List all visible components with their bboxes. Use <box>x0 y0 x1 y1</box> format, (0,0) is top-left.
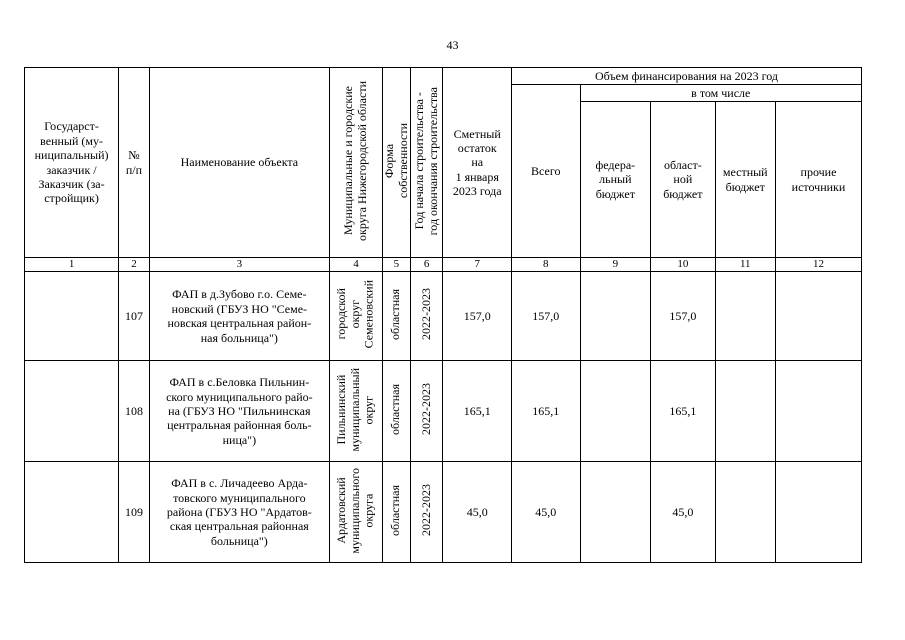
header-district <box>329 68 382 258</box>
column-number: 12 <box>775 258 861 272</box>
row-local <box>715 272 775 361</box>
header-other: прочие источники <box>775 102 861 258</box>
row-federal <box>580 272 651 361</box>
row-total: 165,1 <box>511 361 580 462</box>
column-number: 4 <box>329 258 382 272</box>
header-customer: Государст- венный (му- ниципальный) заказчик / Заказчик (за- стройщик) <box>25 68 119 258</box>
row-ownership-text: областная <box>388 485 403 536</box>
row-district-text: городской округ Семеновский <box>334 280 376 349</box>
column-number: 5 <box>383 258 411 272</box>
table-row <box>25 272 862 361</box>
row-ownership <box>383 462 411 563</box>
table-row <box>25 462 862 563</box>
row-district <box>329 272 382 361</box>
row-federal <box>580 361 651 462</box>
row-years <box>410 361 443 462</box>
row-district-text: Ардатовский муниципального округа <box>334 467 376 554</box>
row-estimate: 157,0 <box>443 272 512 361</box>
row-years-text: 2022-2023 <box>418 383 433 436</box>
row-other <box>775 361 861 462</box>
row-local <box>715 462 775 563</box>
row-other <box>775 272 861 361</box>
table-row <box>25 361 862 462</box>
financing-table <box>24 67 862 563</box>
row-regional: 165,1 <box>651 361 715 462</box>
row-regional: 157,0 <box>651 272 715 361</box>
header-ownership <box>383 68 411 258</box>
row-num: 107 <box>119 272 150 361</box>
header-local: местный бюджет <box>715 102 775 258</box>
row-years-text: 2022-2023 <box>418 288 433 341</box>
column-number: 2 <box>119 258 150 272</box>
column-number: 10 <box>651 258 715 272</box>
row-object-name: ФАП в с. Личадеево Арда- товского муниципального района (ГБУЗ НО "Ардатов- ская центральная районная больница") <box>149 462 329 563</box>
row-estimate: 45,0 <box>443 462 512 563</box>
header-years <box>410 68 443 258</box>
row-object-name: ФАП в с.Беловка Пильнин- ского муниципального райо- на (ГБУЗ НО "Пильнинская центральная районная боль- ница") <box>149 361 329 462</box>
header-federal: федера- льный бюджет <box>580 102 651 258</box>
header-district-text: Муниципальные и городские округа Нижегородской области <box>341 80 369 241</box>
header-financing-2023: Объем финансирования на 2023 год <box>511 68 861 85</box>
row-district-text: Пильнинский муниципальный округ <box>334 367 376 452</box>
page-number: 43 <box>446 38 459 52</box>
row-other <box>775 462 861 563</box>
header-estimate: Сметный остаток на 1 января 2023 года <box>443 68 512 258</box>
column-number: 9 <box>580 258 651 272</box>
column-number: 3 <box>149 258 329 272</box>
row-customer <box>25 361 119 462</box>
header-row-1 <box>25 68 862 85</box>
row-ownership <box>383 361 411 462</box>
column-number: 8 <box>511 258 580 272</box>
row-customer <box>25 462 119 563</box>
header-num: № п/п <box>119 68 150 258</box>
column-number: 7 <box>443 258 512 272</box>
header-object-name: Наименование объекта <box>149 68 329 258</box>
row-district <box>329 361 382 462</box>
header-total: Всего <box>511 85 580 258</box>
header-ownership-text: Форма собственности <box>382 123 410 199</box>
row-federal <box>580 462 651 563</box>
header-regional: област- ной бюджет <box>651 102 715 258</box>
row-ownership-text: областная <box>388 289 403 340</box>
column-numbers-row <box>25 258 862 272</box>
header-including: в том числе <box>580 85 861 102</box>
row-estimate: 165,1 <box>443 361 512 462</box>
row-num: 108 <box>119 361 150 462</box>
row-object-name: ФАП в д.Зубово г.о. Семе- новский (ГБУЗ НО "Семе- новская центральная район- ная больница") <box>149 272 329 361</box>
column-number: 11 <box>715 258 775 272</box>
row-customer <box>25 272 119 361</box>
row-years <box>410 462 443 563</box>
row-ownership <box>383 272 411 361</box>
row-total: 45,0 <box>511 462 580 563</box>
column-number: 1 <box>25 258 119 272</box>
row-ownership-text: областная <box>388 384 403 435</box>
row-district <box>329 462 382 563</box>
row-years <box>410 272 443 361</box>
row-regional: 45,0 <box>651 462 715 563</box>
row-num: 109 <box>119 462 150 563</box>
row-years-text: 2022-2023 <box>418 484 433 537</box>
column-number: 6 <box>410 258 443 272</box>
row-local <box>715 361 775 462</box>
row-total: 157,0 <box>511 272 580 361</box>
header-years-text: Год начала строительства - год окончания строительства <box>411 86 440 235</box>
